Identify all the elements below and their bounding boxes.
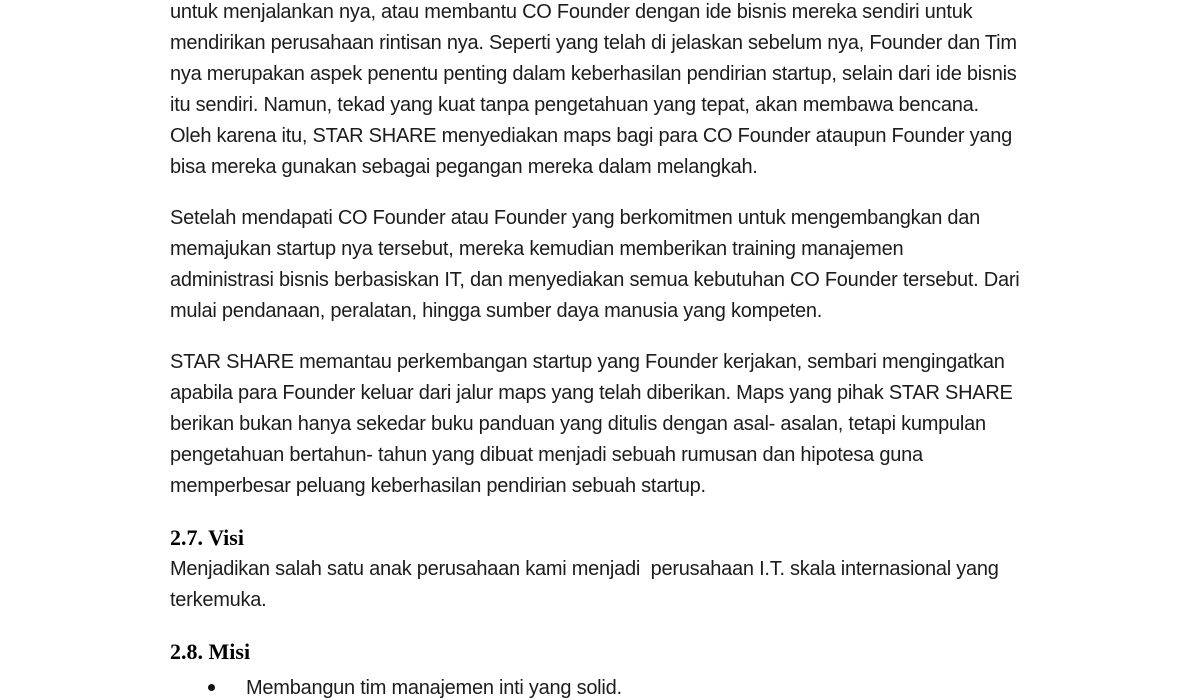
text-line: Menjadikan salah satu anak perusahaan kami menjadi perusahaan I.T. skala internasional yang xyxy=(170,558,999,580)
paragraph xyxy=(170,203,1062,327)
text-line: memperbesar peluang keberhasilan pendirian sebuah startup. xyxy=(170,475,706,497)
paragraph xyxy=(170,347,1062,502)
text-line: mulai pendanaan, peralatan, hingga sumber daya manusia yang kompeten. xyxy=(170,300,823,322)
bullet-item-text: Membangun tim manajemen inti yang solid. xyxy=(246,677,622,699)
text-line: bisa mereka gunakan sebagai pegangan mereka dalam melangkah. xyxy=(170,156,758,178)
text-line: terkemuka. xyxy=(170,589,267,611)
paragraph xyxy=(170,0,1062,183)
section-body-visi xyxy=(170,554,1062,616)
text-line: berikan bukan hanya sekedar buku panduan yang ditulis dengan asal- asalan, tetapi kumpulan xyxy=(170,413,986,435)
text-line: memajukan startup nya tersebut, mereka kemudian memberikan training manajemen xyxy=(170,238,904,260)
text-line: itu sendiri. Namun, tekad yang kuat tanpa pengetahuan yang tepat, akan membawa bencana. xyxy=(170,94,979,116)
text-line: administrasi bisnis berbasiskan IT, dan menyediakan semua kebutuhan CO Founder tersebut. Dari xyxy=(170,269,1020,291)
document-text-column xyxy=(170,0,1062,700)
text-line: apabila para Founder keluar dari jalur maps yang telah diberikan. Maps yang pihak STAR SHARE xyxy=(170,382,1013,404)
section-heading-misi: 2.8. Misi xyxy=(170,639,251,664)
text-line: Oleh karena itu, STAR SHARE menyediakan maps bagi para CO Founder ataupun Founder yang xyxy=(170,125,1012,147)
text-line: untuk menjalankan nya, atau membantu CO Founder dengan ide bisnis mereka sendiri untuk xyxy=(170,1,973,23)
text-line: pengetahuan bertahun- tahun yang dibuat menjadi sebuah rumusan dan hipotesa guna xyxy=(170,444,923,466)
bullet-list-item xyxy=(170,673,1062,700)
text-line: nya merupakan aspek penentu penting dalam keberhasilan pendirian startup, selain dari ide bisnis xyxy=(170,63,1017,85)
text-line: mendirikan perusahaan rintisan nya. Seperti yang telah di jelaskan sebelum nya, Founder dan Tim xyxy=(170,32,1017,54)
text-line: Setelah mendapati CO Founder atau Founder yang berkomitmen untuk mengembangkan dan xyxy=(170,207,981,229)
section-heading-visi: 2.7. Visi xyxy=(170,525,244,550)
bullet-icon xyxy=(208,684,215,691)
text-line: STAR SHARE memantau perkembangan startup yang Founder kerjakan, sembari mengingatkan xyxy=(170,351,1005,373)
